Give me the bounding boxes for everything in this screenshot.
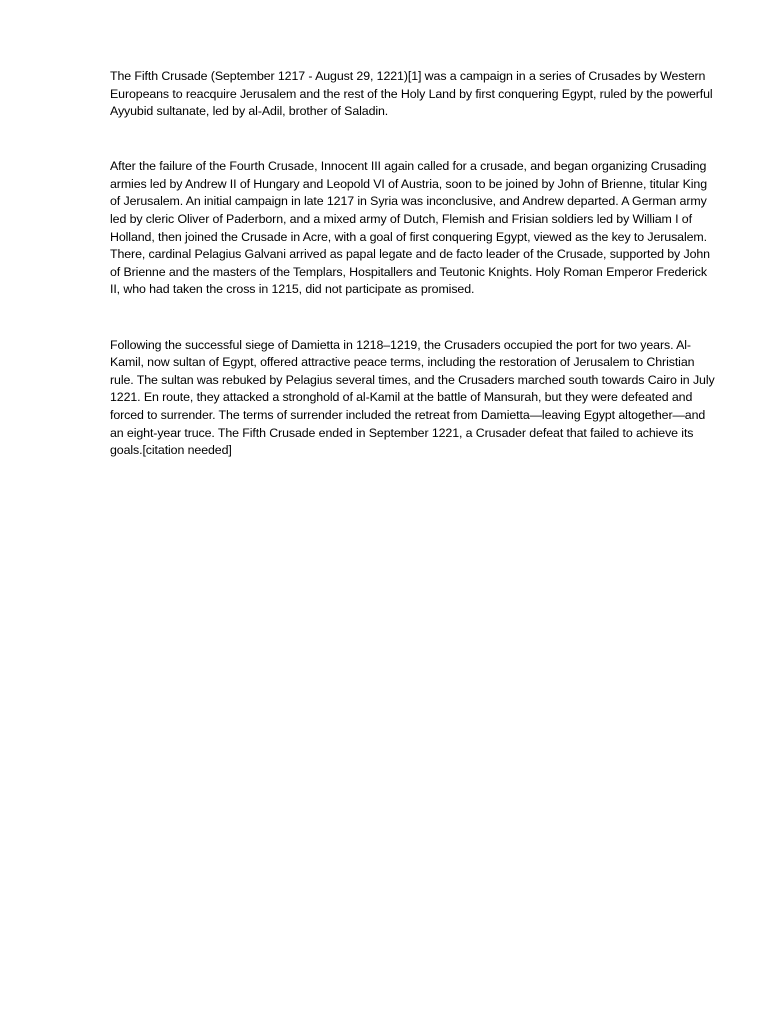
- paragraph-intro: The Fifth Crusade (September 1217 - August 29, 1221)[1] was a campaign in a series of Crusades by Western Europeans to reacquire Jerusalem and the rest of the Holy Land by first conquering Egypt, ruled by the powerful Ayyubid sultanate, led by al-Adil, brother of Saladin.: [110, 69, 713, 119]
- paragraph-outcome: Following the successful siege of Damietta in 1218–1219, the Crusaders occupied the port for two years. Al-Kamil, now sultan of Egypt, offered attractive peace terms, including the restoration of Jerusalem to Christian rule. The sultan was rebuked by Pelagius several times, and the Crusaders marched south towards Cairo in July 1221. En route, they attacked a stronghold of al-Kamil at the battle of Mansurah, but they were defeated and forced to surrender. The terms of surrender included the retreat from Damietta—leaving Egypt altogether—and an eight-year truce. The Fifth Crusade ended in September 1221, a Crusader defeat that failed to achieve its goals.[citation needed]: [110, 337, 715, 458]
- paragraph-background: After the failure of the Fourth Crusade, Innocent III again called for a crusade, and began organizing Crusading armies led by Andrew II of Hungary and Leopold VI of Austria, soon to be joined by John of Brienne, titular King of Jerusalem. An initial campaign in late 1217 in Syria was inconclusive, and Andrew departed. A German army led by cleric Oliver of Paderborn, and a mixed army of Dutch, Flemish and Frisian soldiers led by William I of Holland, then joined the Crusade in Acre, with a goal of first conquering Egypt, viewed as the key to Jerusalem. There, cardinal Pelagius Galvani arrived as papal legate and de facto leader of the Crusade, supported by John of Brienne and the masters of the Templars, Hospitallers and Teutonic Knights. Holy Roman Emperor Frederick II, who had taken the cross in 1215, did not participate as promised.: [110, 159, 710, 297]
- document-body: [110, 68, 716, 497]
